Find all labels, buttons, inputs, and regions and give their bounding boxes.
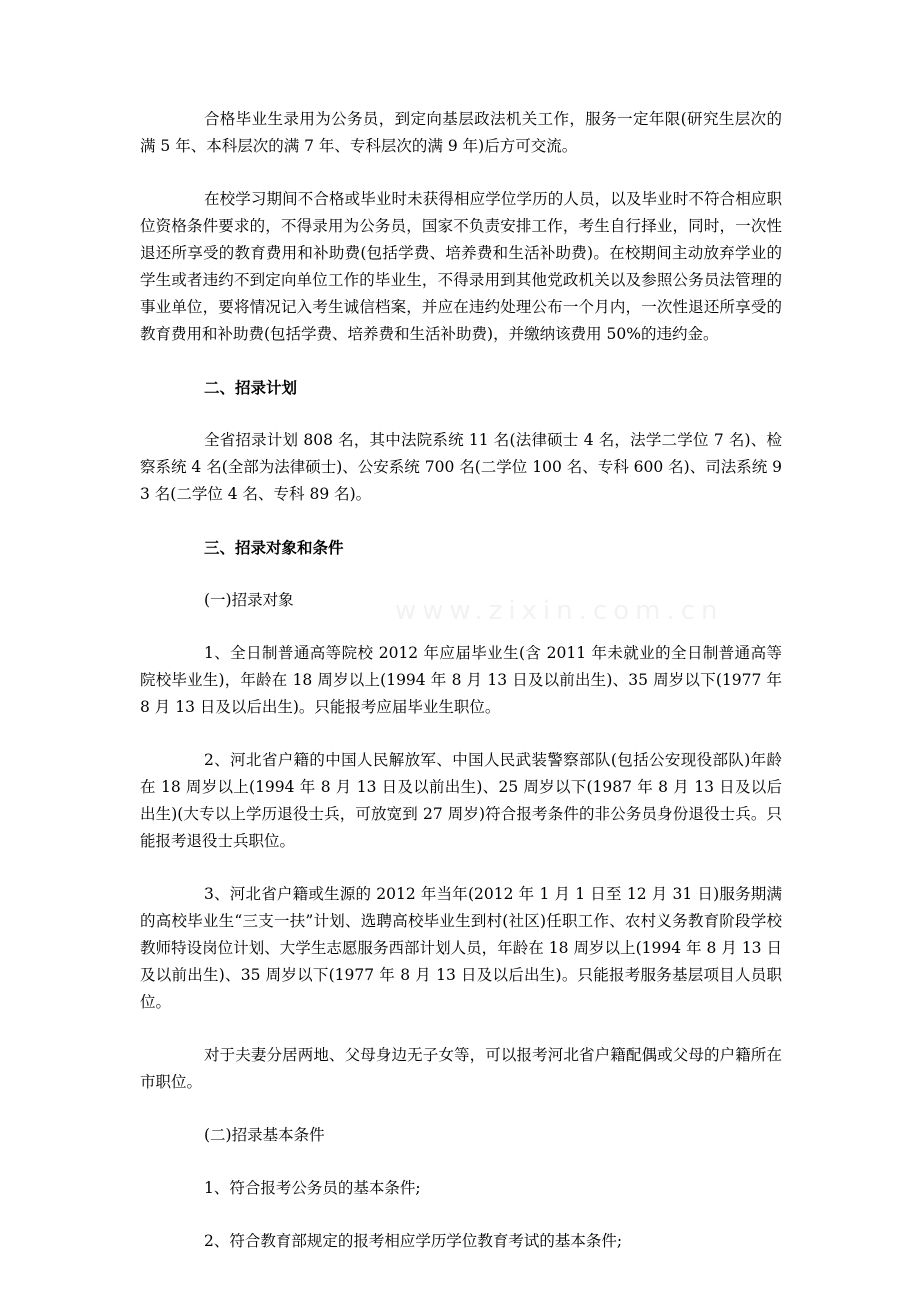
paragraph-failure-refund: 在校学习期间不合格或毕业时未获得相应学位学历的人员，以及毕业时不符合相应职位资格条件要求的，不得录用为公务员，国家不负责安排工作，考生自行择业，同时，一次性退还所享受的教育费用和补助费(包括学费、培养费和生活补助费)。在校期间主动放弃学业的学生或者违约不到定向单位工作的毕业生，不得录用到其他党政机关以及参照公务员法管理的事业单位，要将情况记入考生诚信档案，并应在违约处理公布一个月内，一次性退还所享受的教育费用和补助费(包括学费、培养费和生活补助费)，并缴纳该费用 50%的违约金。: [140, 190, 782, 343]
paragraph-plan-numbers: 全省招录计划 808 名，其中法院系统 11 名(法律硕士 4 名，法学二学位 7 名)、检察系统 4 名(全部为法律硕士)、公安系统 700 名(二学位 100 名、专科 600 名)、司法系统 93 名(二学位 4 名、专科 89 名)。: [140, 431, 783, 503]
paragraph-condition-1: 1、符合报考公务员的基本条件;: [204, 1179, 421, 1197]
paragraph-spouse-note: 对于夫妻分居两地、父母身边无子女等，可以报考河北省户籍配偶或父母的户籍所在市职位。: [140, 1046, 782, 1091]
watermark: www.zixin.com.cn: [395, 596, 724, 626]
heading-targets-conditions: 三、招录对象和条件: [204, 538, 344, 557]
paragraph-target-2: 2、河北省户籍的中国人民解放军、中国人民武装警察部队(包括公安现役部队)年龄在 18 周岁以上(1994 年 8 月 13 日及以前出生)、25 周岁以下(1987 年 8 月 13 日及以后出生)(大专以上学历退役士兵，可放宽到 27 周岁)符合报考条件的非公务员身份退役士兵。只能报考退役士兵职位。: [140, 751, 782, 850]
paragraph-target-1: 1、全日制普通高等院校 2012 年应届毕业生(含 2011 年未就业的全日制普通高等院校毕业生)，年龄在 18 周岁以上(1994 年 8 月 13 日及以前出生)、35 周岁以下(1977 年 8 月 13 日及以后出生)。只能报考应届毕业生职位。: [140, 644, 782, 716]
document-body: [140, 106, 782, 1281]
heading-recruitment-plan: 二、招录计划: [204, 378, 298, 397]
subheading-basic-conditions: (二)招录基本条件: [204, 1126, 325, 1144]
paragraph-target-3: 3、河北省户籍或生源的 2012 年当年(2012 年 1 月 1 日至 12 月 31 日)服务期满的高校毕业生“三支一扶”计划、选聘高校毕业生到村(社区)任职工作、农村义务教育阶段学校教师特设岗位计划、大学生志愿服务西部计划人员，年龄在 18 周岁以上(1994 年 8 月 13 日及以前出生)、35 周岁以下(1977 年 8 月 13 日及以后出生)。只能报考服务基层项目人员职位。: [140, 885, 782, 1011]
subheading-targets: (一)招录对象: [204, 591, 294, 609]
paragraph-condition-2: 2、符合教育部规定的报考相应学历学位教育考试的基本条件;: [204, 1232, 623, 1250]
paragraph-service-term: 合格毕业生录用为公务员，到定向基层政法机关工作，服务一定年限(研究生层次的满 5 年、本科层次的满 7 年、专科层次的满 9 年)后方可交流。: [140, 110, 782, 155]
